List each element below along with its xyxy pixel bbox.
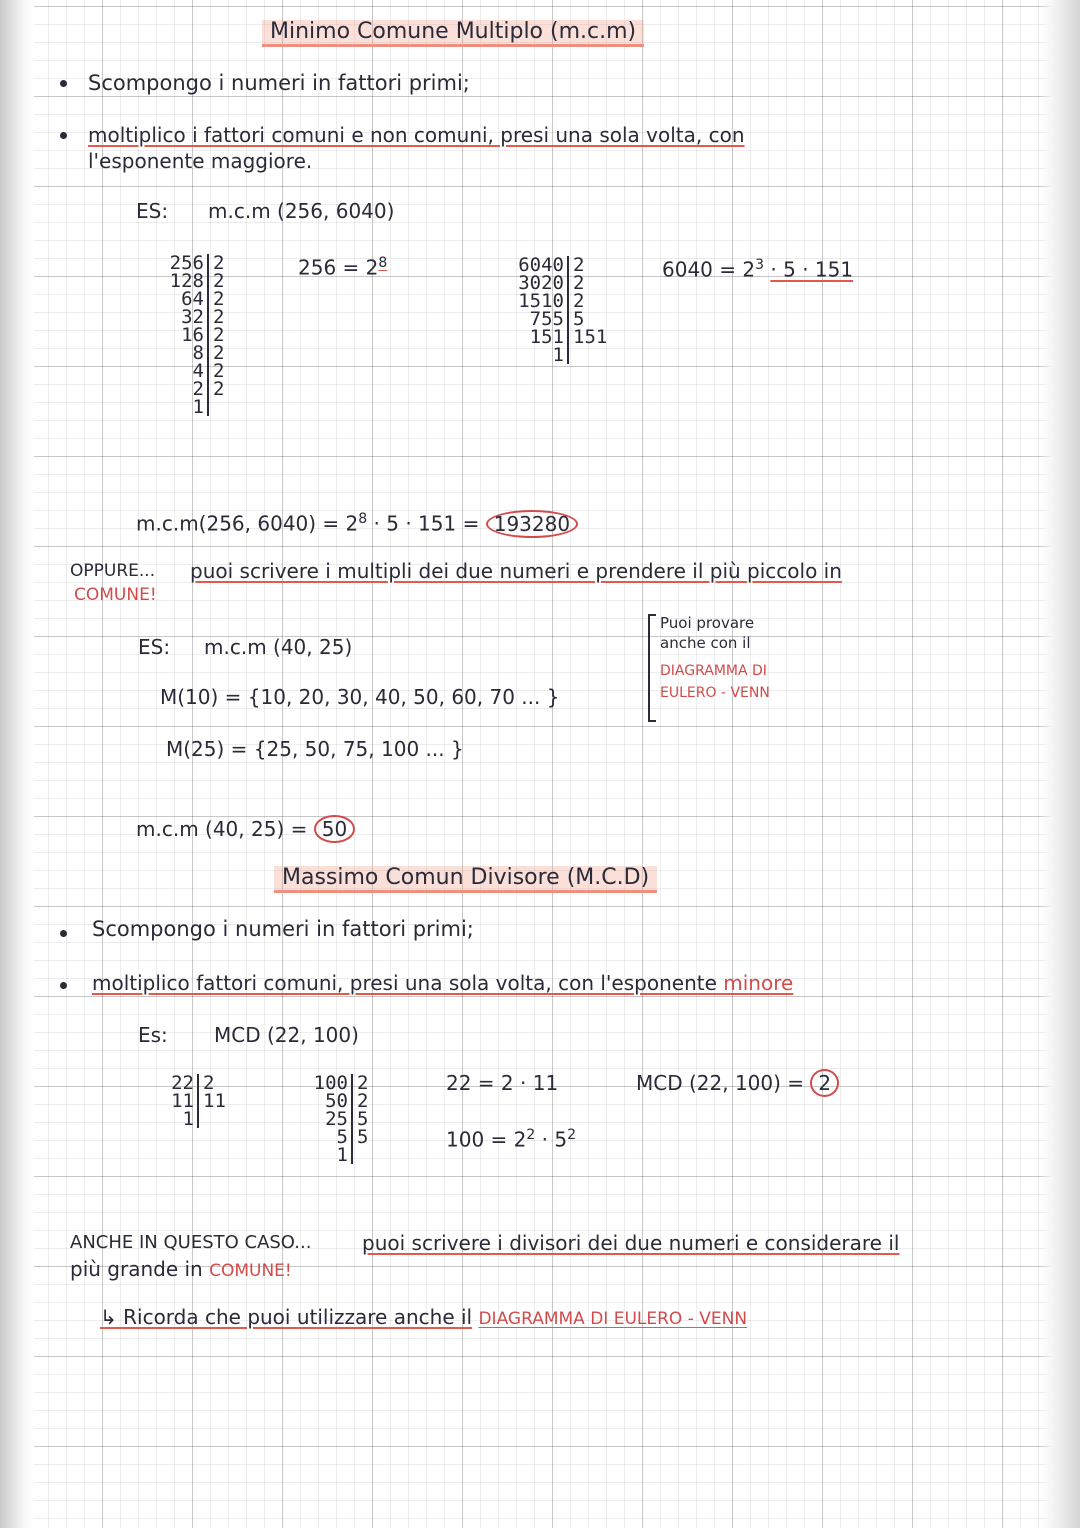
prime-factor: 2 <box>573 290 585 312</box>
result2-circle: 50 <box>314 815 355 843</box>
comune-label: COMUNE! <box>74 585 157 605</box>
anche-text-2: più grande in COMUNE! <box>70 1257 292 1281</box>
mcm-rule-2: moltiplico i fattori comuni e non comuni, presi una sola volta, con <box>88 123 745 147</box>
note-bracket <box>648 614 656 722</box>
mcd-rule-1: Scompongo i numeri in fattori primi; <box>92 917 474 941</box>
dividend: 2 <box>158 380 209 398</box>
factorization-6040 <box>470 256 607 364</box>
dividend: 1 <box>282 1146 353 1164</box>
dividend: 16 <box>158 326 209 344</box>
factorization-row <box>158 398 224 416</box>
prime-factor: 2 <box>213 252 225 274</box>
bullet <box>60 930 67 937</box>
eq-256: $256 = 2^8$ <box>298 255 388 280</box>
dividend: 32 <box>158 308 209 326</box>
factorization-256 <box>158 254 224 416</box>
mcd-example: MCD (22, 100) <box>214 1023 359 1047</box>
result-circle: 193280 <box>486 510 578 538</box>
mcm-example2: m.c.m (40, 25) <box>204 635 353 659</box>
mcm-rule-1: Scompongo i numeri in fattori primi; <box>88 71 470 95</box>
mcd-rule-2: moltiplico fattori comuni, presi una sola volta, con l'esponente minore <box>92 971 794 995</box>
dividend: 128 <box>158 272 209 290</box>
prime-factor: 2 <box>573 254 585 276</box>
dividend: 1 <box>160 1110 199 1128</box>
factorization-row <box>158 380 224 398</box>
dividend: 1 <box>158 398 209 416</box>
prime-factor: 2 <box>203 1072 215 1094</box>
oppure-text: puoi scrivere i multipli dei due numeri e prendere il più piccolo in <box>190 559 842 583</box>
dividend: 6040 <box>470 256 569 274</box>
note-line-1: Puoi provare <box>660 614 755 632</box>
note-line-3: DIAGRAMMA DI <box>660 663 767 679</box>
dividend: 50 <box>282 1092 353 1110</box>
factorization-22 <box>160 1074 226 1128</box>
eq-100: $100 = 2^2 \cdot 5^2$ <box>446 1127 577 1152</box>
dividend: 22 <box>160 1074 199 1092</box>
prime-factor: 2 <box>213 270 225 292</box>
mcd-result-circle: 2 <box>810 1069 839 1097</box>
mcm-result2: m.c.m (40, 25) = 50 <box>136 818 355 840</box>
multiples-10: M(10) = {10, 20, 30, 40, 50, 60, 70 ... } <box>160 685 560 709</box>
ricorda-line: ↳ Ricorda che puoi utilizzare anche il DIAGRAMMA DI EULERO - VENN <box>100 1305 748 1329</box>
mcm-example-label: ES: <box>136 199 169 223</box>
prime-factor <box>353 1146 357 1164</box>
prime-factor: 2 <box>213 360 225 382</box>
dividend: 64 <box>158 290 209 308</box>
prime-factor <box>209 398 213 416</box>
dividend: 151 <box>470 328 569 346</box>
mcd-title: Massimo Comun Divisore (M.C.D) <box>274 866 657 893</box>
factorization-row <box>282 1128 368 1146</box>
prime-factor <box>199 1110 203 1128</box>
mcm-rule-2b: l'esponente maggiore. <box>88 149 313 173</box>
factorization-row <box>282 1110 368 1128</box>
dividend: 8 <box>158 344 209 362</box>
prime-factor: 2 <box>213 306 225 328</box>
prime-factor: 2 <box>213 324 225 346</box>
note-line-4: EULERO - VENN <box>660 685 770 701</box>
factorization-row <box>282 1146 368 1164</box>
dividend: 1 <box>470 346 569 364</box>
factorization-row <box>470 328 607 346</box>
dividend: 1510 <box>470 292 569 310</box>
factorization-100 <box>282 1074 368 1164</box>
prime-factor: 2 <box>213 342 225 364</box>
dividend: 100 <box>282 1074 353 1092</box>
prime-factor: 151 <box>573 326 608 348</box>
prime-factor: 2 <box>357 1072 369 1094</box>
dividend: 11 <box>160 1092 199 1110</box>
eq-6040: $6040 = 2^3 \cdot 5 \cdot 151$ <box>662 257 854 282</box>
bullet <box>60 80 67 87</box>
dividend: 256 <box>158 254 209 272</box>
prime-factor: 5 <box>357 1108 369 1130</box>
dividend: 3020 <box>470 274 569 292</box>
multiples-25: M(25) = {25, 50, 75, 100 ... } <box>166 737 464 761</box>
factorization-row <box>160 1110 226 1128</box>
bullet <box>60 132 67 139</box>
mcm-title: Minimo Comune Multiplo (m.c.m) <box>262 20 644 47</box>
anche-label: ANCHE IN QUESTO CASO... <box>70 1232 312 1253</box>
prime-factor: 2 <box>573 272 585 294</box>
prime-factor: 2 <box>213 378 225 400</box>
dividend: 25 <box>282 1110 353 1128</box>
prime-factor: 11 <box>203 1090 226 1112</box>
dividend: 5 <box>282 1128 353 1146</box>
dividend: 4 <box>158 362 209 380</box>
mcm-example: m.c.m (256, 6040) <box>208 199 395 223</box>
prime-factor: 5 <box>573 308 585 330</box>
factorization-row <box>470 346 607 364</box>
eq-22: 22 = 2 · 11 <box>446 1071 559 1095</box>
page-right-edge <box>1040 0 1080 1528</box>
oppure-label: OPPURE... <box>70 561 156 581</box>
anche-text: puoi scrivere i divisori dei due numeri e considerare il <box>362 1231 900 1255</box>
prime-factor: 2 <box>213 288 225 310</box>
page-left-edge <box>0 0 34 1528</box>
mcd-example-label: Es: <box>138 1023 168 1047</box>
prime-factor: 5 <box>357 1126 369 1148</box>
mcd-result: MCD (22, 100) = 2 <box>636 1072 839 1094</box>
prime-factor <box>569 346 573 364</box>
note-line-2: anche con il <box>660 634 751 652</box>
dividend: 755 <box>470 310 569 328</box>
bullet <box>60 982 67 989</box>
mcm-result: m.c.m(256, $6040) = 2^8 \cdot 5 \cdot 151 = 193280$ <box>136 508 578 535</box>
mcm-example2-label: ES: <box>138 635 171 659</box>
prime-factor: 2 <box>357 1090 369 1112</box>
